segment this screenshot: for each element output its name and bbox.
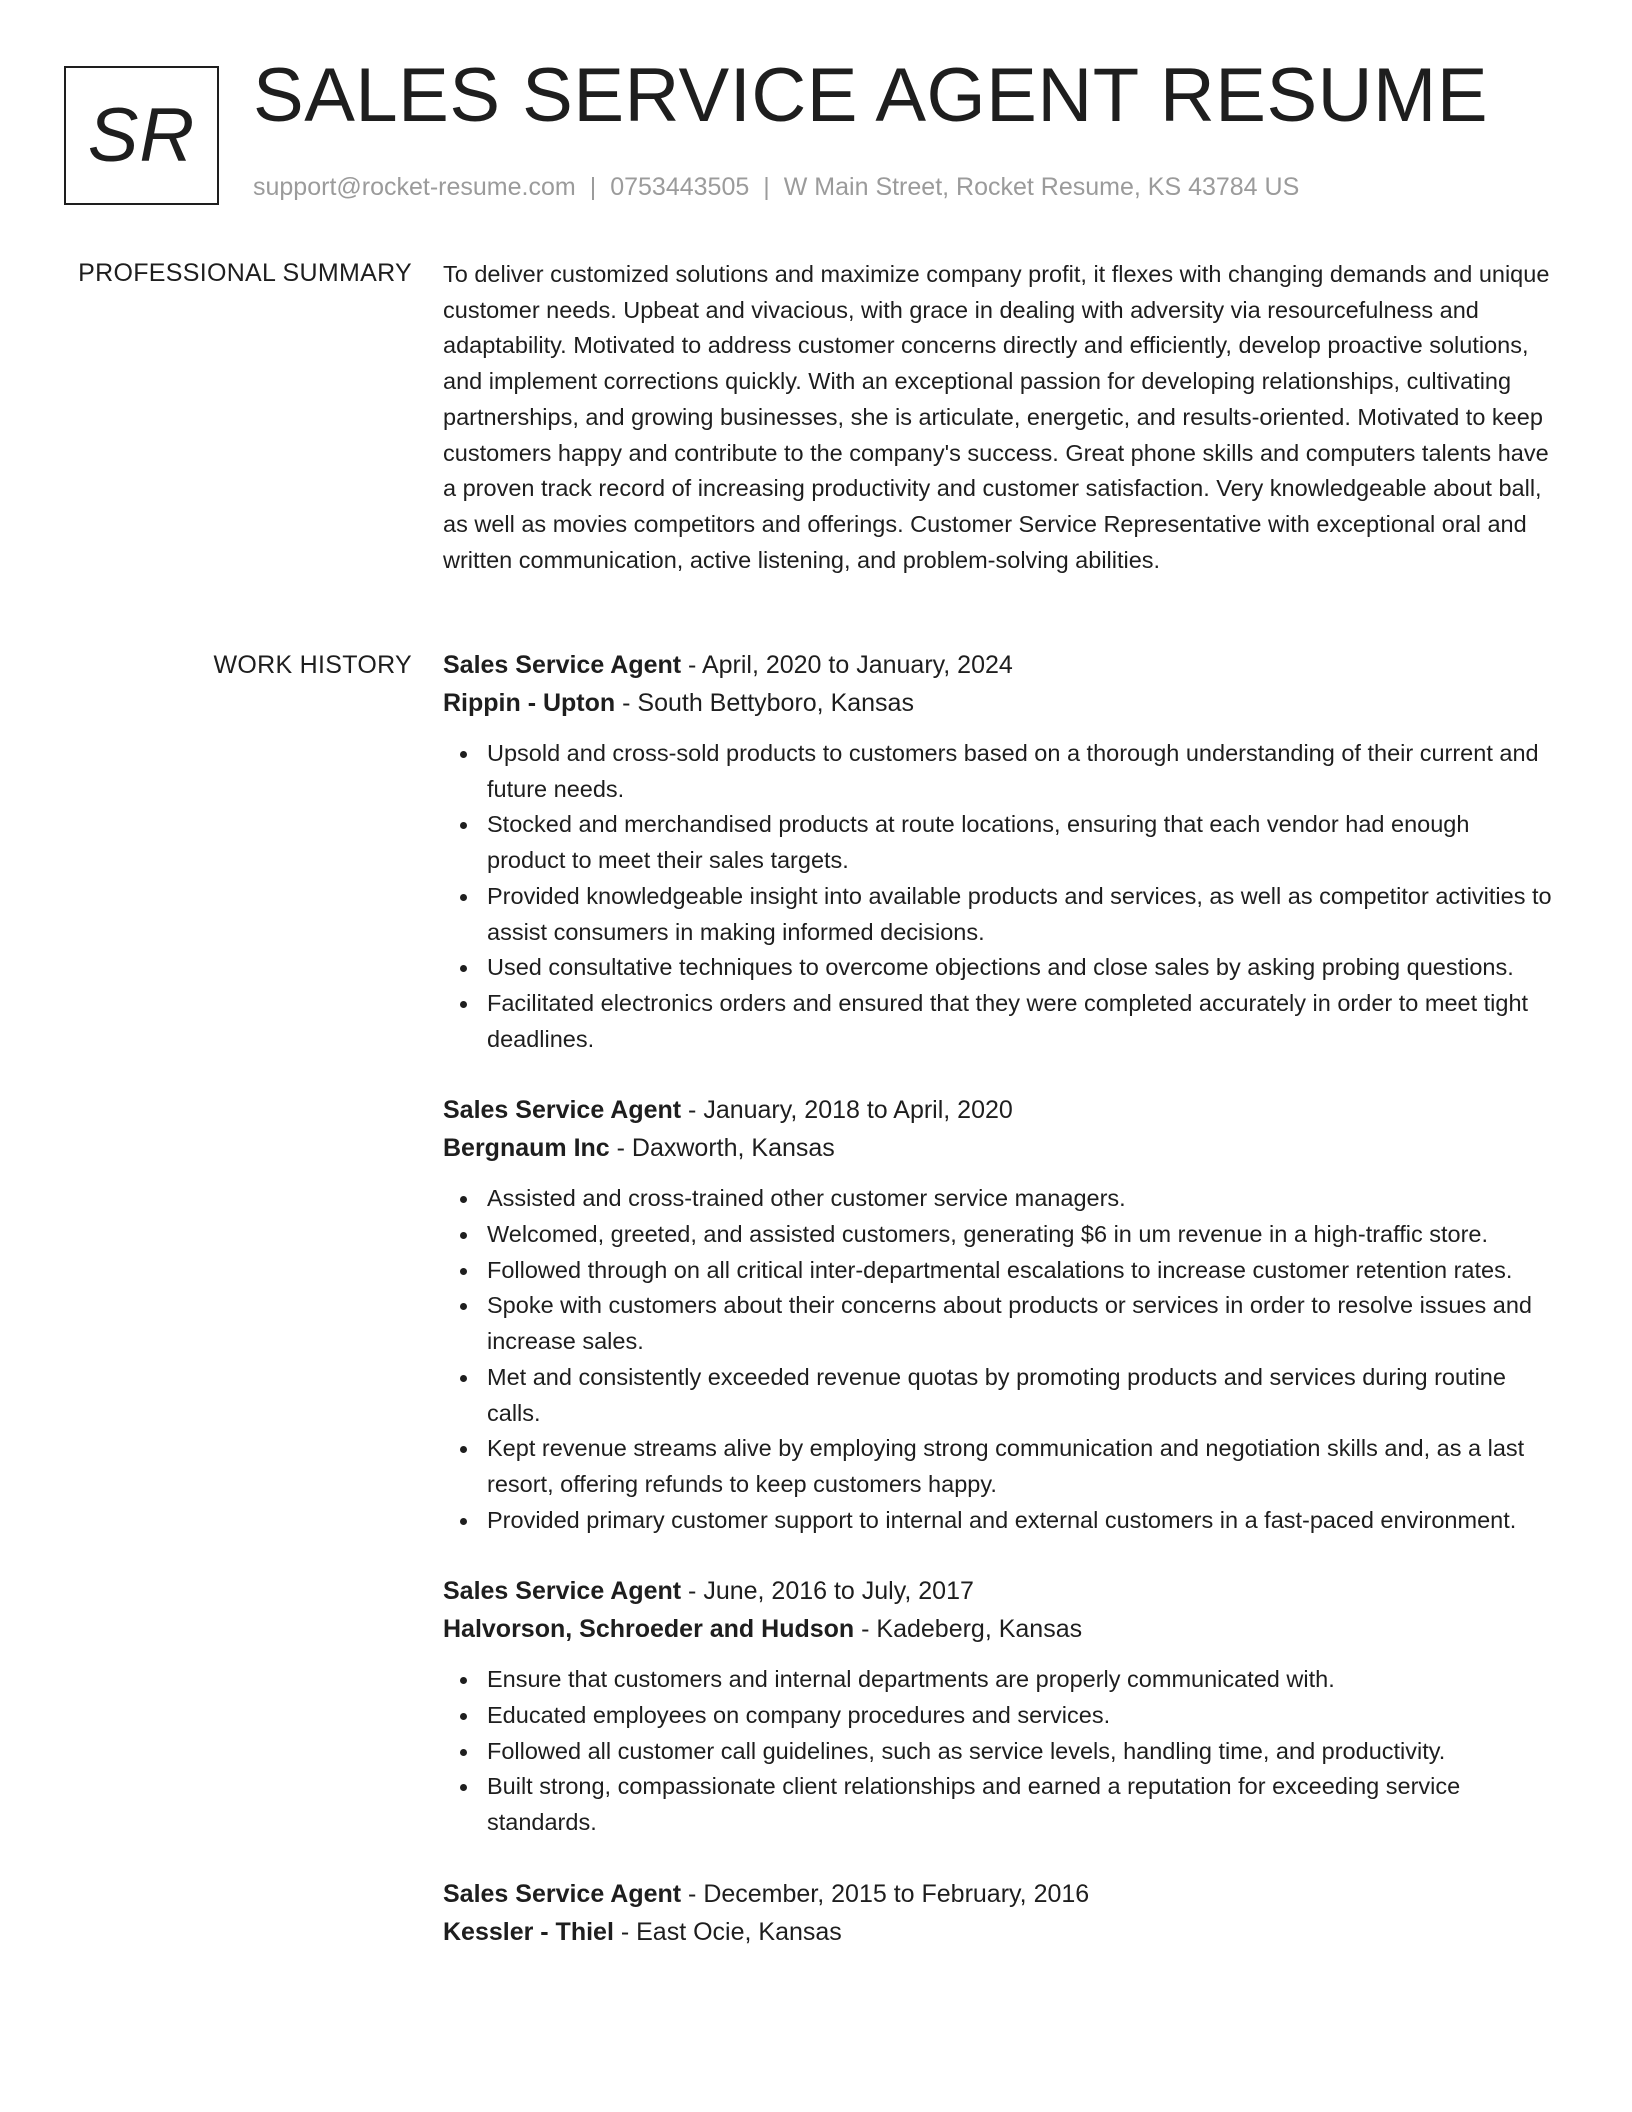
- job-title: Sales Service Agent: [443, 1879, 682, 1908]
- job-location: Kadeberg, Kansas: [876, 1615, 1083, 1644]
- contact-phone[interactable]: 0753443505: [610, 173, 750, 201]
- bullet-item: Spoke with customers about their concerns about products or services in order to resolve issues and increase sales.: [487, 1288, 1553, 1359]
- job-location: South Bettyboro, Kansas: [637, 689, 914, 717]
- job-dates: June, 2016 to July, 2017: [703, 1577, 974, 1606]
- job-title: Sales Service Agent: [443, 1577, 682, 1606]
- contact-separator: |: [589, 173, 597, 201]
- bullet-item: Kept revenue streams alive by employing strong communication and negotiation skills and, as a last resort, offering refunds to keep customers happy.: [487, 1431, 1553, 1502]
- job-company: Bergnaum Inc: [443, 1134, 610, 1163]
- job-company-line: [443, 1913, 1553, 1951]
- page-title: SALES SERVICE AGENT RESUME: [253, 53, 1489, 138]
- bullet-item: Welcomed, greeted, and assisted customers, generating $6 in um revenue in a high-traffic store.: [487, 1217, 1553, 1253]
- dash: -: [681, 1096, 704, 1125]
- job-bullets: [443, 1662, 1553, 1841]
- bullet-item: Upsold and cross-sold products to customers based on a thorough understanding of their current and future needs.: [487, 736, 1553, 807]
- dash: -: [613, 1917, 637, 1946]
- job-bullets: [443, 1181, 1553, 1538]
- summary-text: To deliver customized solutions and maximize company profit, it flexes with changing demands and unique customer needs. Upbeat and vivacious, with grace in dealing with adversity via resourcefulness and adaptability. Motivated to address customer concerns directly and efficiently, develop proactive solutions, and implement corrections quickly. With an exceptional passion for developing relationships, cultivating partnerships, and growing businesses, she is articulate, energetic, and results-oriented. Motivated to keep customers happy and contribute to the company's success. Great phone skills and computers talents have a proven track record of increasing productivity and customer satisfaction. Very knowledgeable about ball, as well as movies competitors and offerings. Customer Service Representative with exceptional oral and written communication, active listening, and problem-solving abilities.: [443, 261, 1550, 573]
- contact-address: W Main Street, Rocket Resume, KS 43784 US: [783, 173, 1300, 201]
- job-company: Rippin - Upton: [443, 689, 616, 717]
- section-label-work-history: WORK HISTORY: [213, 651, 412, 679]
- job-title-line: [443, 646, 1553, 684]
- dash: -: [615, 689, 638, 717]
- bullet-item: Followed all customer call guidelines, such as service levels, handling time, and productivity.: [487, 1734, 1553, 1770]
- dash: -: [681, 1577, 704, 1606]
- job-title-line: [443, 1091, 1553, 1129]
- monogram-initials: SR: [87, 92, 196, 178]
- job-entry: [443, 1572, 1553, 1841]
- dash: -: [681, 1879, 704, 1908]
- bullet-item: Provided primary customer support to internal and external customers in a fast-paced environment.: [487, 1503, 1553, 1539]
- contact-email[interactable]: support@rocket-resume.com: [253, 173, 576, 201]
- summary-section: [443, 257, 1553, 578]
- job-title-line: [443, 1572, 1553, 1610]
- contact-separator: |: [763, 173, 770, 201]
- job-title-line: [443, 1875, 1553, 1913]
- job-company-line: [443, 1610, 1553, 1648]
- job-company: Halvorson, Schroeder and Hudson: [443, 1615, 855, 1644]
- job-entry: [443, 1875, 1553, 1951]
- bullet-item: Stocked and merchandised products at route locations, ensuring that each vendor had enough product to meet their sales targets.: [487, 807, 1553, 878]
- contact-line: [253, 172, 1299, 202]
- dash: -: [681, 651, 702, 679]
- bullet-item: Followed through on all critical inter-departmental escalations to increase customer retention rates.: [487, 1253, 1553, 1289]
- dash: -: [854, 1615, 877, 1644]
- job-bullets: [443, 736, 1553, 1057]
- bullet-item: Built strong, compassionate client relationships and earned a reputation for exceeding service standards.: [487, 1769, 1553, 1840]
- job-company: Kessler - Thiel: [443, 1917, 614, 1946]
- job-dates: April, 2020 to January, 2024: [701, 651, 1013, 679]
- bullet-item: Used consultative techniques to overcome objections and close sales by asking probing questions.: [487, 950, 1553, 986]
- bullet-item: Met and consistently exceeded revenue quotas by promoting products and services during routine calls.: [487, 1360, 1553, 1431]
- job-location: East Ocie, Kansas: [636, 1917, 842, 1946]
- job-title: Sales Service Agent: [443, 1096, 682, 1125]
- work-history-section: [443, 646, 1553, 1985]
- job-company-line: [443, 1129, 1553, 1167]
- bullet-item: Assisted and cross-trained other customer service managers.: [487, 1181, 1553, 1217]
- job-dates: December, 2015 to February, 2016: [703, 1879, 1090, 1908]
- bullet-item: Ensure that customers and internal departments are properly communicated with.: [487, 1662, 1553, 1698]
- job-entry: [443, 1091, 1553, 1538]
- bullet-item: Provided knowledgeable insight into available products and services, as well as competitor activities to assist consumers in making informed decisions.: [487, 879, 1553, 950]
- monogram-box: [64, 66, 219, 205]
- section-label-summary: PROFESSIONAL SUMMARY: [78, 259, 412, 287]
- job-company-line: [443, 684, 1553, 722]
- job-entry: [443, 646, 1553, 1057]
- job-location: Daxworth, Kansas: [631, 1134, 835, 1163]
- bullet-item: Educated employees on company procedures and services.: [487, 1698, 1553, 1734]
- dash: -: [609, 1134, 632, 1163]
- bullet-item: Facilitated electronics orders and ensured that they were completed accurately in order to meet tight deadlines.: [487, 986, 1553, 1057]
- job-title: Sales Service Agent: [443, 651, 682, 679]
- job-dates: January, 2018 to April, 2020: [703, 1096, 1013, 1125]
